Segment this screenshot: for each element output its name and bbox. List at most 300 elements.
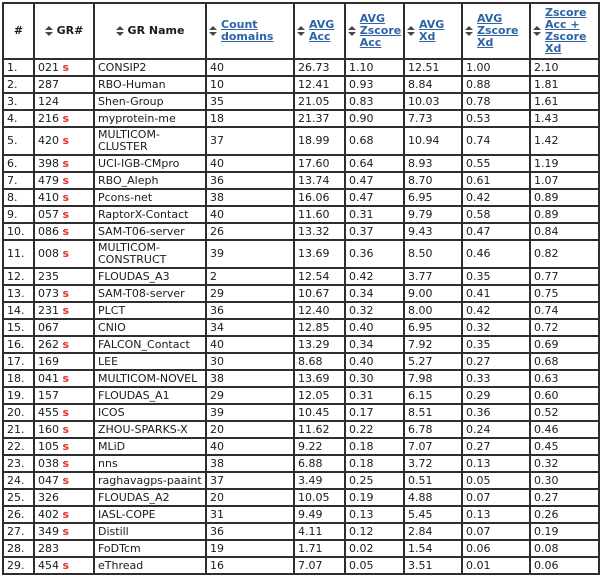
avg-xd-cell: 7.92 (404, 336, 462, 353)
avg-zscore-acc-cell: 0.47 (345, 172, 404, 189)
column-header-avg-acc-link[interactable]: AVG Acc (309, 18, 335, 43)
gr-name-cell: FALCON_Contact (94, 336, 206, 353)
rank-cell: 17. (3, 353, 34, 370)
avg-xd-cell: 7.73 (404, 110, 462, 127)
avg-zscore-acc-cell: 0.36 (345, 240, 404, 268)
rank-cell: 28. (3, 540, 34, 557)
gr-name-cell: MULTICOM-CLUSTER (94, 127, 206, 155)
gr-number: 073 (38, 286, 59, 300)
avg-zscore-acc-cell: 0.83 (345, 93, 404, 110)
results-table-header (3, 3, 599, 59)
avg-zscore-xd-cell: 0.36 (462, 404, 530, 421)
avg-xd-cell: 9.43 (404, 223, 462, 240)
avg-acc-cell: 9.22 (294, 438, 345, 455)
gr-number: 105 (38, 439, 59, 453)
count-domains-cell: 30 (206, 353, 294, 370)
zscore-sum-cell: 2.10 (530, 59, 599, 76)
count-domains-cell: 10 (206, 76, 294, 93)
gr-number-cell (34, 353, 94, 370)
avg-zscore-xd-cell: 0.35 (462, 336, 530, 353)
avg-zscore-xd-cell: 0.06 (462, 540, 530, 557)
rank-cell: 6. (3, 155, 34, 172)
table-row (3, 455, 599, 472)
avg-xd-cell: 9.00 (404, 285, 462, 302)
gr-number: 398 (38, 156, 59, 170)
gr-number-cell (34, 489, 94, 506)
gr-name-cell: Distill (94, 523, 206, 540)
avg-zscore-acc-cell: 0.42 (345, 268, 404, 285)
gr-number: 454 (38, 558, 59, 572)
zscore-sum-cell: 0.27 (530, 489, 599, 506)
avg-acc-cell: 13.69 (294, 240, 345, 268)
table-row (3, 319, 599, 336)
rank-cell: 14. (3, 302, 34, 319)
server-flag: s (62, 60, 70, 74)
avg-zscore-acc-cell: 0.40 (345, 353, 404, 370)
rank-cell: 4. (3, 110, 34, 127)
avg-xd-cell: 7.07 (404, 438, 462, 455)
zscore-sum-cell: 0.69 (530, 336, 599, 353)
avg-acc-cell: 10.45 (294, 404, 345, 421)
gr-number-cell (34, 76, 94, 93)
rank-cell: 3. (3, 93, 34, 110)
rank-cell: 13. (3, 285, 34, 302)
avg-xd-cell: 6.95 (404, 189, 462, 206)
avg-zscore-xd-cell: 0.42 (462, 302, 530, 319)
table-row (3, 489, 599, 506)
avg-zscore-acc-cell: 0.37 (345, 223, 404, 240)
avg-zscore-xd-cell: 0.32 (462, 319, 530, 336)
column-header-gr-name-label: GR Name (127, 24, 185, 37)
count-domains-cell: 20 (206, 489, 294, 506)
zscore-sum-cell: 0.63 (530, 370, 599, 387)
gr-number: 067 (38, 320, 59, 334)
avg-zscore-acc-cell: 1.10 (345, 59, 404, 76)
avg-zscore-xd-cell: 0.47 (462, 223, 530, 240)
table-row (3, 404, 599, 421)
zscore-sum-cell: 1.42 (530, 127, 599, 155)
gr-number-cell (34, 336, 94, 353)
gr-number: 287 (38, 77, 59, 91)
avg-xd-cell: 3.72 (404, 455, 462, 472)
avg-acc-cell: 21.37 (294, 110, 345, 127)
rank-cell: 20. (3, 404, 34, 421)
zscore-sum-cell: 0.52 (530, 404, 599, 421)
avg-xd-cell: 5.45 (404, 506, 462, 523)
avg-acc-cell: 13.29 (294, 336, 345, 353)
gr-name-cell: ZHOU-SPARKS-X (94, 421, 206, 438)
avg-zscore-acc-cell: 0.30 (345, 370, 404, 387)
gr-number-cell (34, 370, 94, 387)
table-row (3, 223, 599, 240)
table-row (3, 240, 599, 268)
gr-name-cell: CONSIP2 (94, 59, 206, 76)
rank-cell: 8. (3, 189, 34, 206)
gr-name-cell: raghavagps-paaint (94, 472, 206, 489)
server-flag: s (62, 207, 70, 221)
column-header-avg-zscore-acc (345, 3, 404, 59)
zscore-sum-cell: 1.07 (530, 172, 599, 189)
avg-zscore-xd-cell: 0.01 (462, 557, 530, 574)
server-flag: s (62, 524, 70, 538)
gr-number: 047 (38, 473, 59, 487)
avg-xd-cell: 8.93 (404, 155, 462, 172)
avg-acc-cell: 11.62 (294, 421, 345, 438)
gr-name-cell: SAM-T06-server (94, 223, 206, 240)
count-domains-cell: 38 (206, 189, 294, 206)
avg-zscore-acc-cell: 0.02 (345, 540, 404, 557)
avg-acc-cell: 13.32 (294, 223, 345, 240)
avg-zscore-acc-cell: 0.22 (345, 421, 404, 438)
rank-cell: 7. (3, 172, 34, 189)
server-flag: s (62, 247, 70, 260)
avg-zscore-xd-cell: 0.41 (462, 285, 530, 302)
gr-number-cell (34, 302, 94, 319)
zscore-sum-cell: 0.89 (530, 206, 599, 223)
column-header-zscore-sum (530, 3, 599, 59)
avg-zscore-xd-cell: 0.61 (462, 172, 530, 189)
sort-icon[interactable] (407, 26, 415, 36)
gr-number-cell (34, 404, 94, 421)
zscore-sum-cell: 0.75 (530, 285, 599, 302)
gr-number: 326 (38, 490, 59, 504)
sort-icon[interactable] (297, 26, 305, 36)
gr-name-cell: MLiD (94, 438, 206, 455)
rank-cell: 22. (3, 438, 34, 455)
avg-xd-cell: 8.70 (404, 172, 462, 189)
count-domains-cell: 39 (206, 240, 294, 268)
zscore-sum-cell: 0.74 (530, 302, 599, 319)
sort-icon[interactable] (45, 26, 53, 36)
avg-acc-cell: 12.41 (294, 76, 345, 93)
server-flag: s (62, 439, 70, 453)
count-domains-cell: 20 (206, 421, 294, 438)
gr-name-cell: UCI-IGB-CMpro (94, 155, 206, 172)
count-domains-cell: 29 (206, 285, 294, 302)
gr-number: 124 (38, 94, 59, 108)
table-row (3, 93, 599, 110)
avg-zscore-xd-cell: 0.27 (462, 353, 530, 370)
column-header-gr-number-label: GR# (56, 24, 84, 37)
server-flag: s (62, 303, 70, 317)
gr-number-cell (34, 268, 94, 285)
gr-name-cell: ICOS (94, 404, 206, 421)
zscore-sum-cell: 0.26 (530, 506, 599, 523)
gr-number-cell (34, 223, 94, 240)
sort-icon[interactable] (465, 26, 473, 36)
column-header-rank-label: # (13, 24, 24, 37)
zscore-sum-cell: 0.77 (530, 268, 599, 285)
rank-cell: 1. (3, 59, 34, 76)
avg-xd-cell: 9.79 (404, 206, 462, 223)
avg-xd-cell: 3.77 (404, 268, 462, 285)
count-domains-cell: 39 (206, 404, 294, 421)
server-flag: s (62, 190, 70, 204)
gr-number-cell (34, 155, 94, 172)
avg-zscore-acc-cell: 0.34 (345, 336, 404, 353)
avg-zscore-xd-cell: 0.13 (462, 506, 530, 523)
zscore-sum-cell: 0.68 (530, 353, 599, 370)
count-domains-cell: 40 (206, 59, 294, 76)
count-domains-cell: 16 (206, 557, 294, 574)
table-row (3, 59, 599, 76)
count-domains-cell: 40 (206, 206, 294, 223)
avg-acc-cell: 21.05 (294, 93, 345, 110)
column-header-gr-name (94, 3, 206, 59)
count-domains-cell: 18 (206, 110, 294, 127)
table-row (3, 285, 599, 302)
table-row (3, 387, 599, 404)
avg-xd-cell: 8.50 (404, 240, 462, 268)
column-header-avg-zscore-xd-link[interactable]: AVG Zscore Xd (477, 12, 519, 49)
table-row (3, 336, 599, 353)
gr-name-cell: LEE (94, 353, 206, 370)
avg-acc-cell: 18.99 (294, 127, 345, 155)
server-flag: s (62, 371, 70, 385)
server-flag: s (62, 111, 70, 125)
count-domains-cell: 38 (206, 370, 294, 387)
table-row (3, 76, 599, 93)
gr-number: 262 (38, 337, 59, 351)
zscore-sum-cell: 0.30 (530, 472, 599, 489)
rank-cell: 26. (3, 506, 34, 523)
table-row (3, 110, 599, 127)
sort-icon[interactable] (348, 26, 356, 36)
avg-zscore-acc-cell: 0.13 (345, 506, 404, 523)
gr-name-cell: PLCT (94, 302, 206, 319)
count-domains-cell: 37 (206, 127, 294, 155)
avg-xd-cell: 12.51 (404, 59, 462, 76)
gr-number: 402 (38, 507, 59, 521)
rank-cell: 25. (3, 489, 34, 506)
count-domains-cell: 36 (206, 523, 294, 540)
rank-cell: 24. (3, 472, 34, 489)
avg-zscore-xd-cell: 0.33 (462, 370, 530, 387)
avg-zscore-acc-cell: 0.68 (345, 127, 404, 155)
column-header-avg-xd (404, 3, 462, 59)
rank-cell: 12. (3, 268, 34, 285)
table-row (3, 127, 599, 155)
avg-zscore-xd-cell: 0.27 (462, 438, 530, 455)
gr-number: 160 (38, 422, 59, 436)
column-header-avg-xd-link[interactable]: AVG Xd (419, 18, 445, 43)
server-flag: s (62, 558, 70, 572)
gr-number: 410 (38, 190, 59, 204)
avg-zscore-xd-cell: 0.74 (462, 127, 530, 155)
avg-zscore-xd-cell: 0.13 (462, 455, 530, 472)
avg-acc-cell: 8.68 (294, 353, 345, 370)
avg-xd-cell: 5.27 (404, 353, 462, 370)
avg-acc-cell: 7.07 (294, 557, 345, 574)
avg-acc-cell: 1.71 (294, 540, 345, 557)
gr-name-cell: FLOUDAS_A1 (94, 387, 206, 404)
zscore-sum-cell: 0.72 (530, 319, 599, 336)
results-table-body (3, 59, 599, 574)
rank-cell: 9. (3, 206, 34, 223)
gr-name-cell: RBO-Human (94, 76, 206, 93)
count-domains-cell: 2 (206, 268, 294, 285)
avg-xd-cell: 4.88 (404, 489, 462, 506)
rank-cell: 19. (3, 387, 34, 404)
avg-acc-cell: 26.73 (294, 59, 345, 76)
gr-name-cell: FLOUDAS_A2 (94, 489, 206, 506)
avg-acc-cell: 12.85 (294, 319, 345, 336)
rank-cell: 15. (3, 319, 34, 336)
gr-name-cell: IASL-COPE (94, 506, 206, 523)
gr-number-cell (34, 93, 94, 110)
gr-number-cell (34, 319, 94, 336)
avg-xd-cell: 10.03 (404, 93, 462, 110)
sort-icon[interactable] (209, 26, 217, 36)
rank-cell: 29. (3, 557, 34, 574)
zscore-sum-cell: 0.06 (530, 557, 599, 574)
avg-xd-cell: 0.51 (404, 472, 462, 489)
gr-number: 041 (38, 371, 59, 385)
server-flag: s (62, 224, 70, 238)
gr-number: 479 (38, 173, 59, 187)
gr-number-cell (34, 206, 94, 223)
sort-icon[interactable] (533, 26, 541, 36)
avg-xd-cell: 8.84 (404, 76, 462, 93)
avg-zscore-xd-cell: 0.05 (462, 472, 530, 489)
avg-acc-cell: 10.05 (294, 489, 345, 506)
zscore-sum-cell: 1.43 (530, 110, 599, 127)
avg-acc-cell: 17.60 (294, 155, 345, 172)
avg-acc-cell: 11.60 (294, 206, 345, 223)
gr-number: 157 (38, 388, 59, 402)
avg-acc-cell: 13.74 (294, 172, 345, 189)
avg-zscore-xd-cell: 0.78 (462, 93, 530, 110)
gr-number: 021 (38, 60, 59, 74)
zscore-sum-cell: 0.84 (530, 223, 599, 240)
column-header-gr-number (34, 3, 94, 59)
avg-acc-cell: 10.67 (294, 285, 345, 302)
zscore-sum-cell: 0.45 (530, 438, 599, 455)
avg-zscore-xd-cell: 0.24 (462, 421, 530, 438)
zscore-sum-cell: 0.60 (530, 387, 599, 404)
avg-acc-cell: 13.69 (294, 370, 345, 387)
gr-name-cell: SAM-T08-server (94, 285, 206, 302)
gr-number-cell (34, 557, 94, 574)
avg-zscore-acc-cell: 0.18 (345, 455, 404, 472)
avg-xd-cell: 10.94 (404, 127, 462, 155)
zscore-sum-cell: 1.81 (530, 76, 599, 93)
count-domains-cell: 40 (206, 336, 294, 353)
avg-zscore-acc-cell: 0.31 (345, 206, 404, 223)
avg-acc-cell: 16.06 (294, 189, 345, 206)
column-header-count-domains-link[interactable]: Count domains (221, 18, 274, 43)
table-row (3, 438, 599, 455)
avg-zscore-acc-cell: 0.93 (345, 76, 404, 93)
column-header-zscore-sum-link[interactable]: Zscore Acc + Zscore Xd (545, 6, 587, 55)
server-flag: s (62, 286, 70, 300)
avg-xd-cell: 3.51 (404, 557, 462, 574)
avg-zscore-acc-cell: 0.19 (345, 489, 404, 506)
avg-xd-cell: 8.51 (404, 404, 462, 421)
column-header-avg-acc (294, 3, 345, 59)
avg-zscore-acc-cell: 0.17 (345, 404, 404, 421)
gr-number: 086 (38, 224, 59, 238)
gr-number: 216 (38, 111, 59, 125)
count-domains-cell: 26 (206, 223, 294, 240)
zscore-sum-cell: 0.46 (530, 421, 599, 438)
avg-zscore-xd-cell: 0.46 (462, 240, 530, 268)
gr-number-cell (34, 387, 94, 404)
count-domains-cell: 19 (206, 540, 294, 557)
results-table (2, 2, 600, 575)
rank-cell: 21. (3, 421, 34, 438)
avg-zscore-xd-cell: 0.07 (462, 523, 530, 540)
gr-number: 420 (38, 134, 59, 147)
avg-xd-cell: 2.84 (404, 523, 462, 540)
zscore-sum-cell: 0.82 (530, 240, 599, 268)
avg-zscore-acc-cell: 0.47 (345, 189, 404, 206)
gr-number: 235 (38, 269, 59, 283)
gr-name-cell: nns (94, 455, 206, 472)
rank-cell: 2. (3, 76, 34, 93)
gr-number-cell (34, 421, 94, 438)
avg-xd-cell: 7.98 (404, 370, 462, 387)
server-flag: s (62, 456, 70, 470)
count-domains-cell: 34 (206, 319, 294, 336)
gr-name-cell: eThread (94, 557, 206, 574)
avg-zscore-xd-cell: 0.35 (462, 268, 530, 285)
gr-number-cell (34, 59, 94, 76)
gr-number-cell (34, 110, 94, 127)
sort-icon[interactable] (116, 26, 124, 36)
count-domains-cell: 37 (206, 472, 294, 489)
avg-zscore-xd-cell: 0.55 (462, 155, 530, 172)
gr-number-cell (34, 285, 94, 302)
avg-zscore-xd-cell: 0.88 (462, 76, 530, 93)
table-row (3, 268, 599, 285)
server-flag: s (62, 507, 70, 521)
server-flag: s (62, 156, 70, 170)
gr-name-cell: myprotein-me (94, 110, 206, 127)
server-flag: s (62, 337, 70, 351)
gr-name-cell: CNIO (94, 319, 206, 336)
avg-xd-cell: 1.54 (404, 540, 462, 557)
avg-zscore-acc-cell: 0.31 (345, 387, 404, 404)
avg-xd-cell: 6.78 (404, 421, 462, 438)
server-flag: s (62, 134, 70, 147)
gr-number-cell (34, 472, 94, 489)
avg-zscore-xd-cell: 0.42 (462, 189, 530, 206)
gr-name-cell: Pcons-net (94, 189, 206, 206)
avg-zscore-acc-cell: 0.90 (345, 110, 404, 127)
avg-zscore-acc-cell: 0.34 (345, 285, 404, 302)
zscore-sum-cell: 0.08 (530, 540, 599, 557)
gr-number-cell (34, 438, 94, 455)
column-header-rank (3, 3, 34, 59)
server-flag: s (62, 173, 70, 187)
rank-cell: 18. (3, 370, 34, 387)
table-row (3, 523, 599, 540)
count-domains-cell: 38 (206, 455, 294, 472)
avg-zscore-xd-cell: 0.58 (462, 206, 530, 223)
count-domains-cell: 36 (206, 172, 294, 189)
zscore-sum-cell: 1.19 (530, 155, 599, 172)
avg-zscore-acc-cell: 0.64 (345, 155, 404, 172)
avg-zscore-acc-cell: 0.32 (345, 302, 404, 319)
gr-number: 283 (38, 541, 59, 555)
rank-cell: 10. (3, 223, 34, 240)
gr-number-cell (34, 127, 94, 155)
column-header-avg-zscore-acc-link[interactable]: AVG Zscore Acc (359, 12, 402, 49)
gr-name-cell: MULTICOM-CONSTRUCT (94, 240, 206, 268)
server-flag: s (62, 473, 70, 487)
rank-cell: 16. (3, 336, 34, 353)
